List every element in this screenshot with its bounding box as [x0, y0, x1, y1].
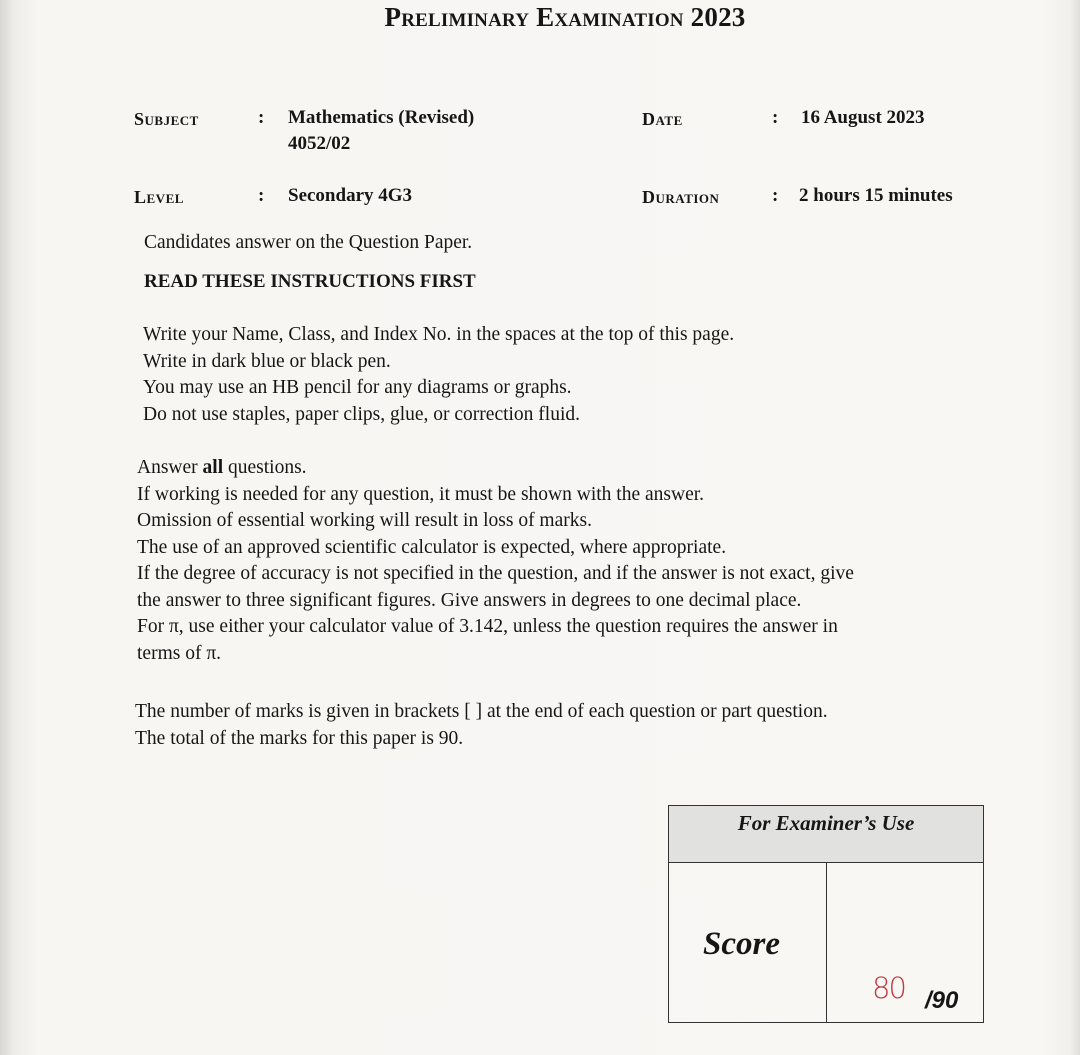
answer-all-line — [137, 455, 854, 482]
level-value: Secondary 4G3 — [288, 185, 413, 206]
page-right-shadow — [1070, 0, 1080, 1055]
duration-value: 2 hours 15 minutes — [799, 185, 953, 206]
score-awarded: 80 — [872, 971, 905, 1005]
instruction-line: If the degree of accuracy is not specified in the question, and if the answer is not exact, give — [137, 563, 854, 584]
subject-code: 4052/02 — [288, 133, 351, 154]
date-colon: : — [772, 107, 779, 128]
instructions-group-2 — [137, 455, 854, 667]
instructions-group-3 — [135, 699, 828, 752]
candidates-note: Candidates answer on the Question Paper. — [144, 232, 473, 253]
date-value: 16 August 2023 — [801, 107, 925, 128]
level-colon: : — [258, 185, 265, 206]
answer-all-bold: all — [202, 457, 224, 478]
instructions-heading: READ THESE INSTRUCTIONS FIRST — [144, 271, 476, 292]
answer-all-prefix: Answer — [137, 457, 203, 478]
instruction-line: terms of π. — [137, 642, 222, 664]
date-label: Date — [642, 109, 683, 129]
instructions-group-1 — [143, 322, 734, 428]
score-total: /90 — [925, 987, 959, 1014]
page-left-shadow — [0, 0, 14, 1055]
subject-label: Subject — [134, 109, 199, 129]
instruction-line: The use of an approved scientific calculator is expected, where appropriate. — [137, 536, 727, 558]
instruction-line: the answer to three significant figures. Give answers in degrees to one decimal place. — [137, 589, 802, 611]
instruction-line: The total of the marks for this paper is 90. — [135, 727, 464, 749]
instruction-line: The number of marks is given in brackets [ ] at the end of each question or part question. — [135, 701, 828, 722]
instruction-line: If working is needed for any question, it must be shown with the answer. — [137, 483, 705, 505]
instruction-line: Omission of essential working will result in loss of marks. — [137, 510, 592, 531]
instruction-line: Write in dark blue or black pen. — [143, 350, 391, 372]
exam-title: Preliminary Examination 2023 — [384, 2, 746, 32]
examiner-box-divider — [826, 862, 827, 1022]
subject-value: Mathematics (Revised) — [288, 107, 475, 128]
instruction-line: For π, use either your calculator value of 3.142, unless the question requires the answer in — [137, 616, 838, 637]
examiner-box-heading: For Examiner’s Use — [669, 806, 983, 863]
subject-colon: : — [258, 107, 265, 128]
score-label: Score — [703, 926, 780, 962]
duration-label: Duration — [642, 187, 720, 207]
instruction-line: Do not use staples, paper clips, glue, or correction fluid. — [143, 403, 581, 425]
answer-all-suffix: questions. — [223, 457, 307, 478]
duration-colon: : — [772, 185, 779, 206]
instruction-line: You may use an HB pencil for any diagrams or graphs. — [143, 377, 572, 398]
examiner-use-box — [668, 805, 984, 1023]
instruction-line: Write your Name, Class, and Index No. in the spaces at the top of this page. — [143, 324, 735, 345]
level-label: Level — [134, 187, 184, 207]
